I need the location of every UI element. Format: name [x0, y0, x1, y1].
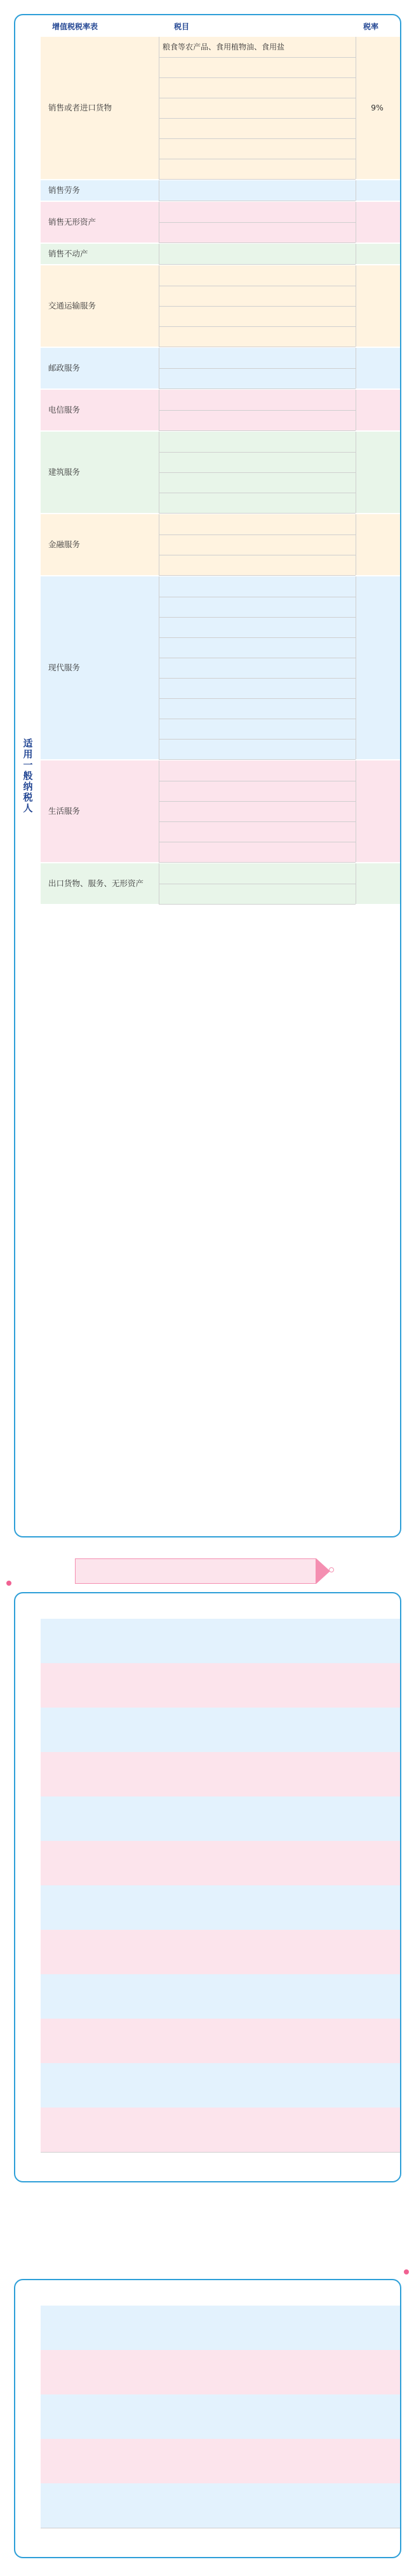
- category-name: 销售劳务: [48, 185, 81, 195]
- category-name: 出口货物、服务、无形资产: [48, 879, 144, 888]
- category-name: 销售无形资产: [48, 217, 97, 227]
- row-divider: [159, 678, 356, 679]
- prepay-card: [14, 2279, 401, 2558]
- vat-rate-card: [14, 14, 401, 1537]
- table-row: [41, 2306, 401, 2350]
- category-name: 销售不动产: [48, 249, 88, 258]
- row-divider: [159, 118, 356, 119]
- small-taxpayer-card: [14, 1592, 401, 2182]
- table-row: [41, 1930, 401, 1974]
- row-divider: [159, 388, 356, 389]
- category-name: 金融服务: [48, 540, 81, 549]
- pink-dot: [6, 1581, 11, 1586]
- row-divider: [159, 821, 356, 822]
- table-row: [41, 2483, 401, 2528]
- row-divider: [159, 242, 356, 243]
- row-divider: [159, 179, 356, 180]
- side-label-3: [15, 2280, 41, 2557]
- row-divider: [41, 2152, 401, 2153]
- row-divider: [159, 472, 356, 473]
- table-title: 增值税税率表: [52, 22, 98, 31]
- table-row: [41, 1885, 401, 1930]
- row-divider: [159, 410, 356, 411]
- note-arrow: [316, 1558, 330, 1584]
- row-divider: [159, 513, 356, 514]
- category-name: 生活服务: [48, 806, 81, 816]
- row-divider: [159, 77, 356, 78]
- table-row: [41, 2063, 401, 2108]
- row-divider: [159, 452, 356, 453]
- row-divider: [159, 617, 356, 618]
- row-divider: [159, 801, 356, 802]
- table-row: [41, 2108, 401, 2152]
- row-divider: [159, 368, 356, 369]
- header-item: 税目: [174, 22, 190, 31]
- table-row: [41, 2019, 401, 2063]
- row-divider: [159, 430, 356, 431]
- row-divider: [159, 264, 356, 265]
- table-row: [41, 1974, 401, 2019]
- row-divider: [159, 575, 356, 576]
- side-label: 适用一般纳税人: [22, 738, 34, 814]
- category-name: 现代服务: [48, 663, 81, 672]
- category-rate: 9%: [371, 103, 384, 112]
- side-label-2: [15, 1593, 41, 2181]
- category-name: 电信服务: [48, 405, 81, 415]
- row-divider: [159, 904, 356, 905]
- pink-dot: [404, 2269, 409, 2274]
- row-divider: [159, 534, 356, 535]
- table-row: [41, 2394, 401, 2439]
- note-banner: [75, 1558, 316, 1584]
- row-divider: [159, 222, 356, 223]
- category-item: 粮食等农产品、食用植物油、食用盐: [163, 43, 285, 51]
- table-row: [41, 1841, 401, 1885]
- row-divider: [159, 637, 356, 638]
- category-name: 建筑服务: [48, 467, 81, 477]
- row-divider: [159, 862, 356, 863]
- table-row: [41, 1663, 401, 1708]
- category-name: 销售或者进口货物: [48, 103, 112, 112]
- table-row: [41, 1752, 401, 1796]
- table-row: [41, 2350, 401, 2394]
- row-divider: [159, 306, 356, 307]
- note-dot: [329, 1567, 334, 1572]
- category-name: 邮政服务: [48, 363, 81, 373]
- row-divider: [159, 138, 356, 139]
- row-divider: [159, 57, 356, 58]
- row-divider: [159, 759, 356, 760]
- row-divider: [159, 739, 356, 740]
- category-name: 交通运输服务: [48, 301, 97, 310]
- row-divider: [159, 326, 356, 327]
- table-row: [41, 1708, 401, 1752]
- table-row: [41, 1796, 401, 1841]
- row-divider: [159, 698, 356, 699]
- header-rate: 税率: [363, 22, 379, 31]
- table-row: [41, 1619, 401, 1663]
- table-row: [41, 2439, 401, 2483]
